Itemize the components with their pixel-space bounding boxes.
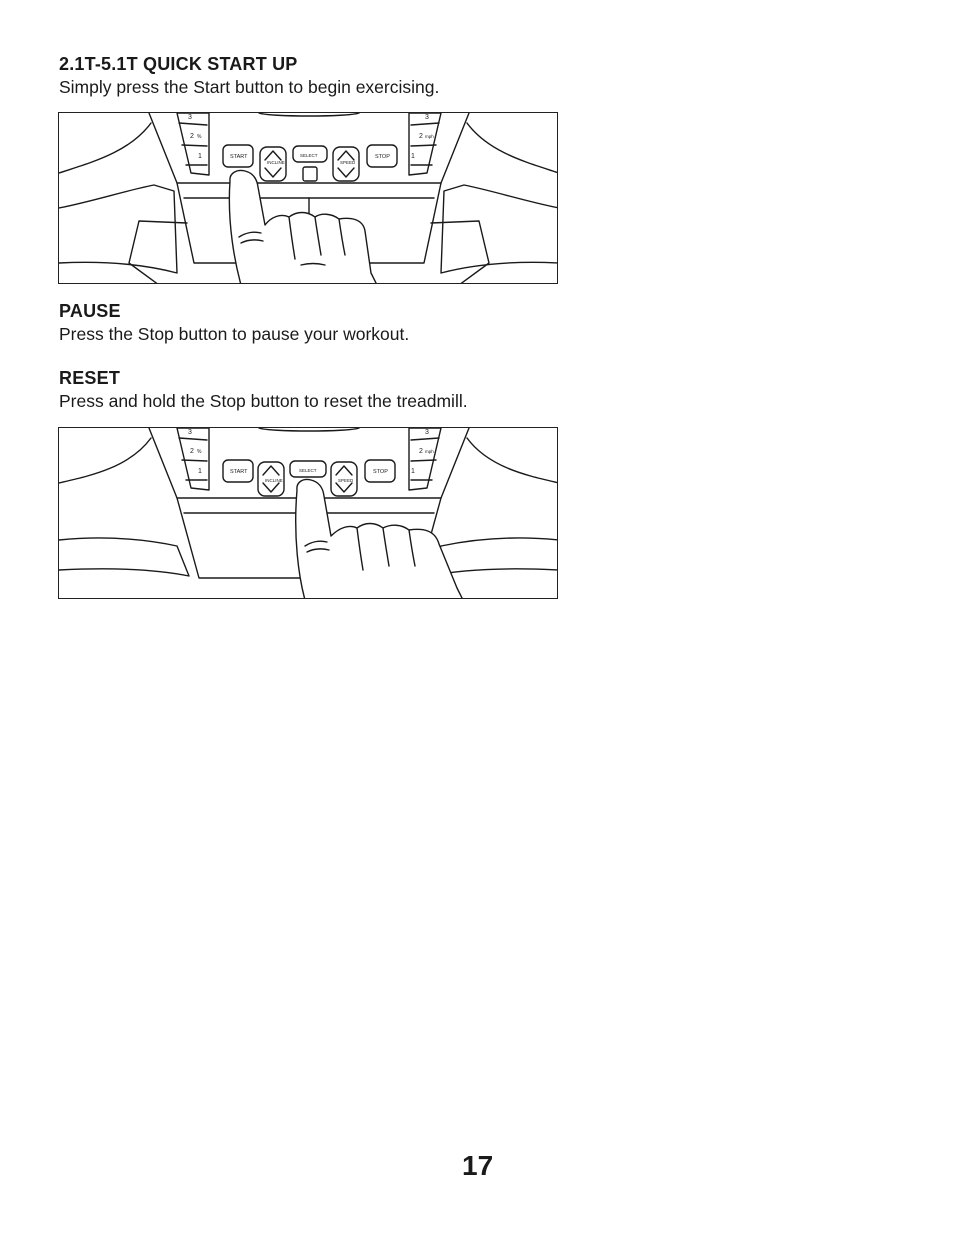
pause-text: Press the Stop button to pause your workout.: [59, 324, 410, 344]
incline-preset-label: 2: [190, 133, 194, 140]
incline-preset-label: 1: [198, 468, 202, 475]
speed-preset-label: 2: [419, 133, 423, 140]
speed-preset-label: 3: [425, 429, 429, 436]
incline-preset-label: 3: [188, 429, 192, 436]
reset-text: Press and hold the Stop button to reset the treadmill.: [59, 391, 468, 411]
quick-start-text: Simply press the Start button to begin exercising.: [59, 77, 440, 97]
start-button-label: START: [230, 154, 248, 160]
quick-start-heading: 2.1T-5.1T QUICK START UP: [59, 54, 298, 74]
start-button-label: START: [230, 469, 248, 475]
select-button-label: SELECT: [300, 153, 318, 158]
incline-unit-label: %: [197, 449, 202, 455]
reset-heading: RESET: [59, 368, 121, 388]
speed-unit-label: mph: [425, 134, 434, 139]
stop-button-label: STOP: [373, 469, 388, 475]
incline-preset-label: 1: [198, 153, 202, 160]
stop-button-label: STOP: [375, 154, 390, 160]
incline-button-label: INCLINE: [267, 160, 285, 165]
pause-heading: PAUSE: [59, 301, 121, 321]
incline-unit-label: %: [197, 134, 202, 140]
select-button-label: SELECT: [299, 468, 317, 473]
speed-preset-label: 3: [425, 114, 429, 121]
incline-preset-label: 3: [188, 114, 192, 121]
incline-button-label: INCLINE: [265, 478, 283, 483]
speed-button-label: SPEED: [338, 478, 354, 483]
speed-preset-label: 1: [411, 153, 415, 160]
speed-preset-label: 1: [411, 468, 415, 475]
console-illustration-start: [58, 112, 558, 284]
speed-unit-label: mph: [425, 449, 434, 454]
page-number: 17: [462, 1150, 494, 1181]
console-illustration-select: [58, 427, 558, 599]
incline-preset-label: 2: [190, 448, 194, 455]
speed-button-label: SPEED: [340, 160, 356, 165]
speed-preset-label: 2: [419, 448, 423, 455]
